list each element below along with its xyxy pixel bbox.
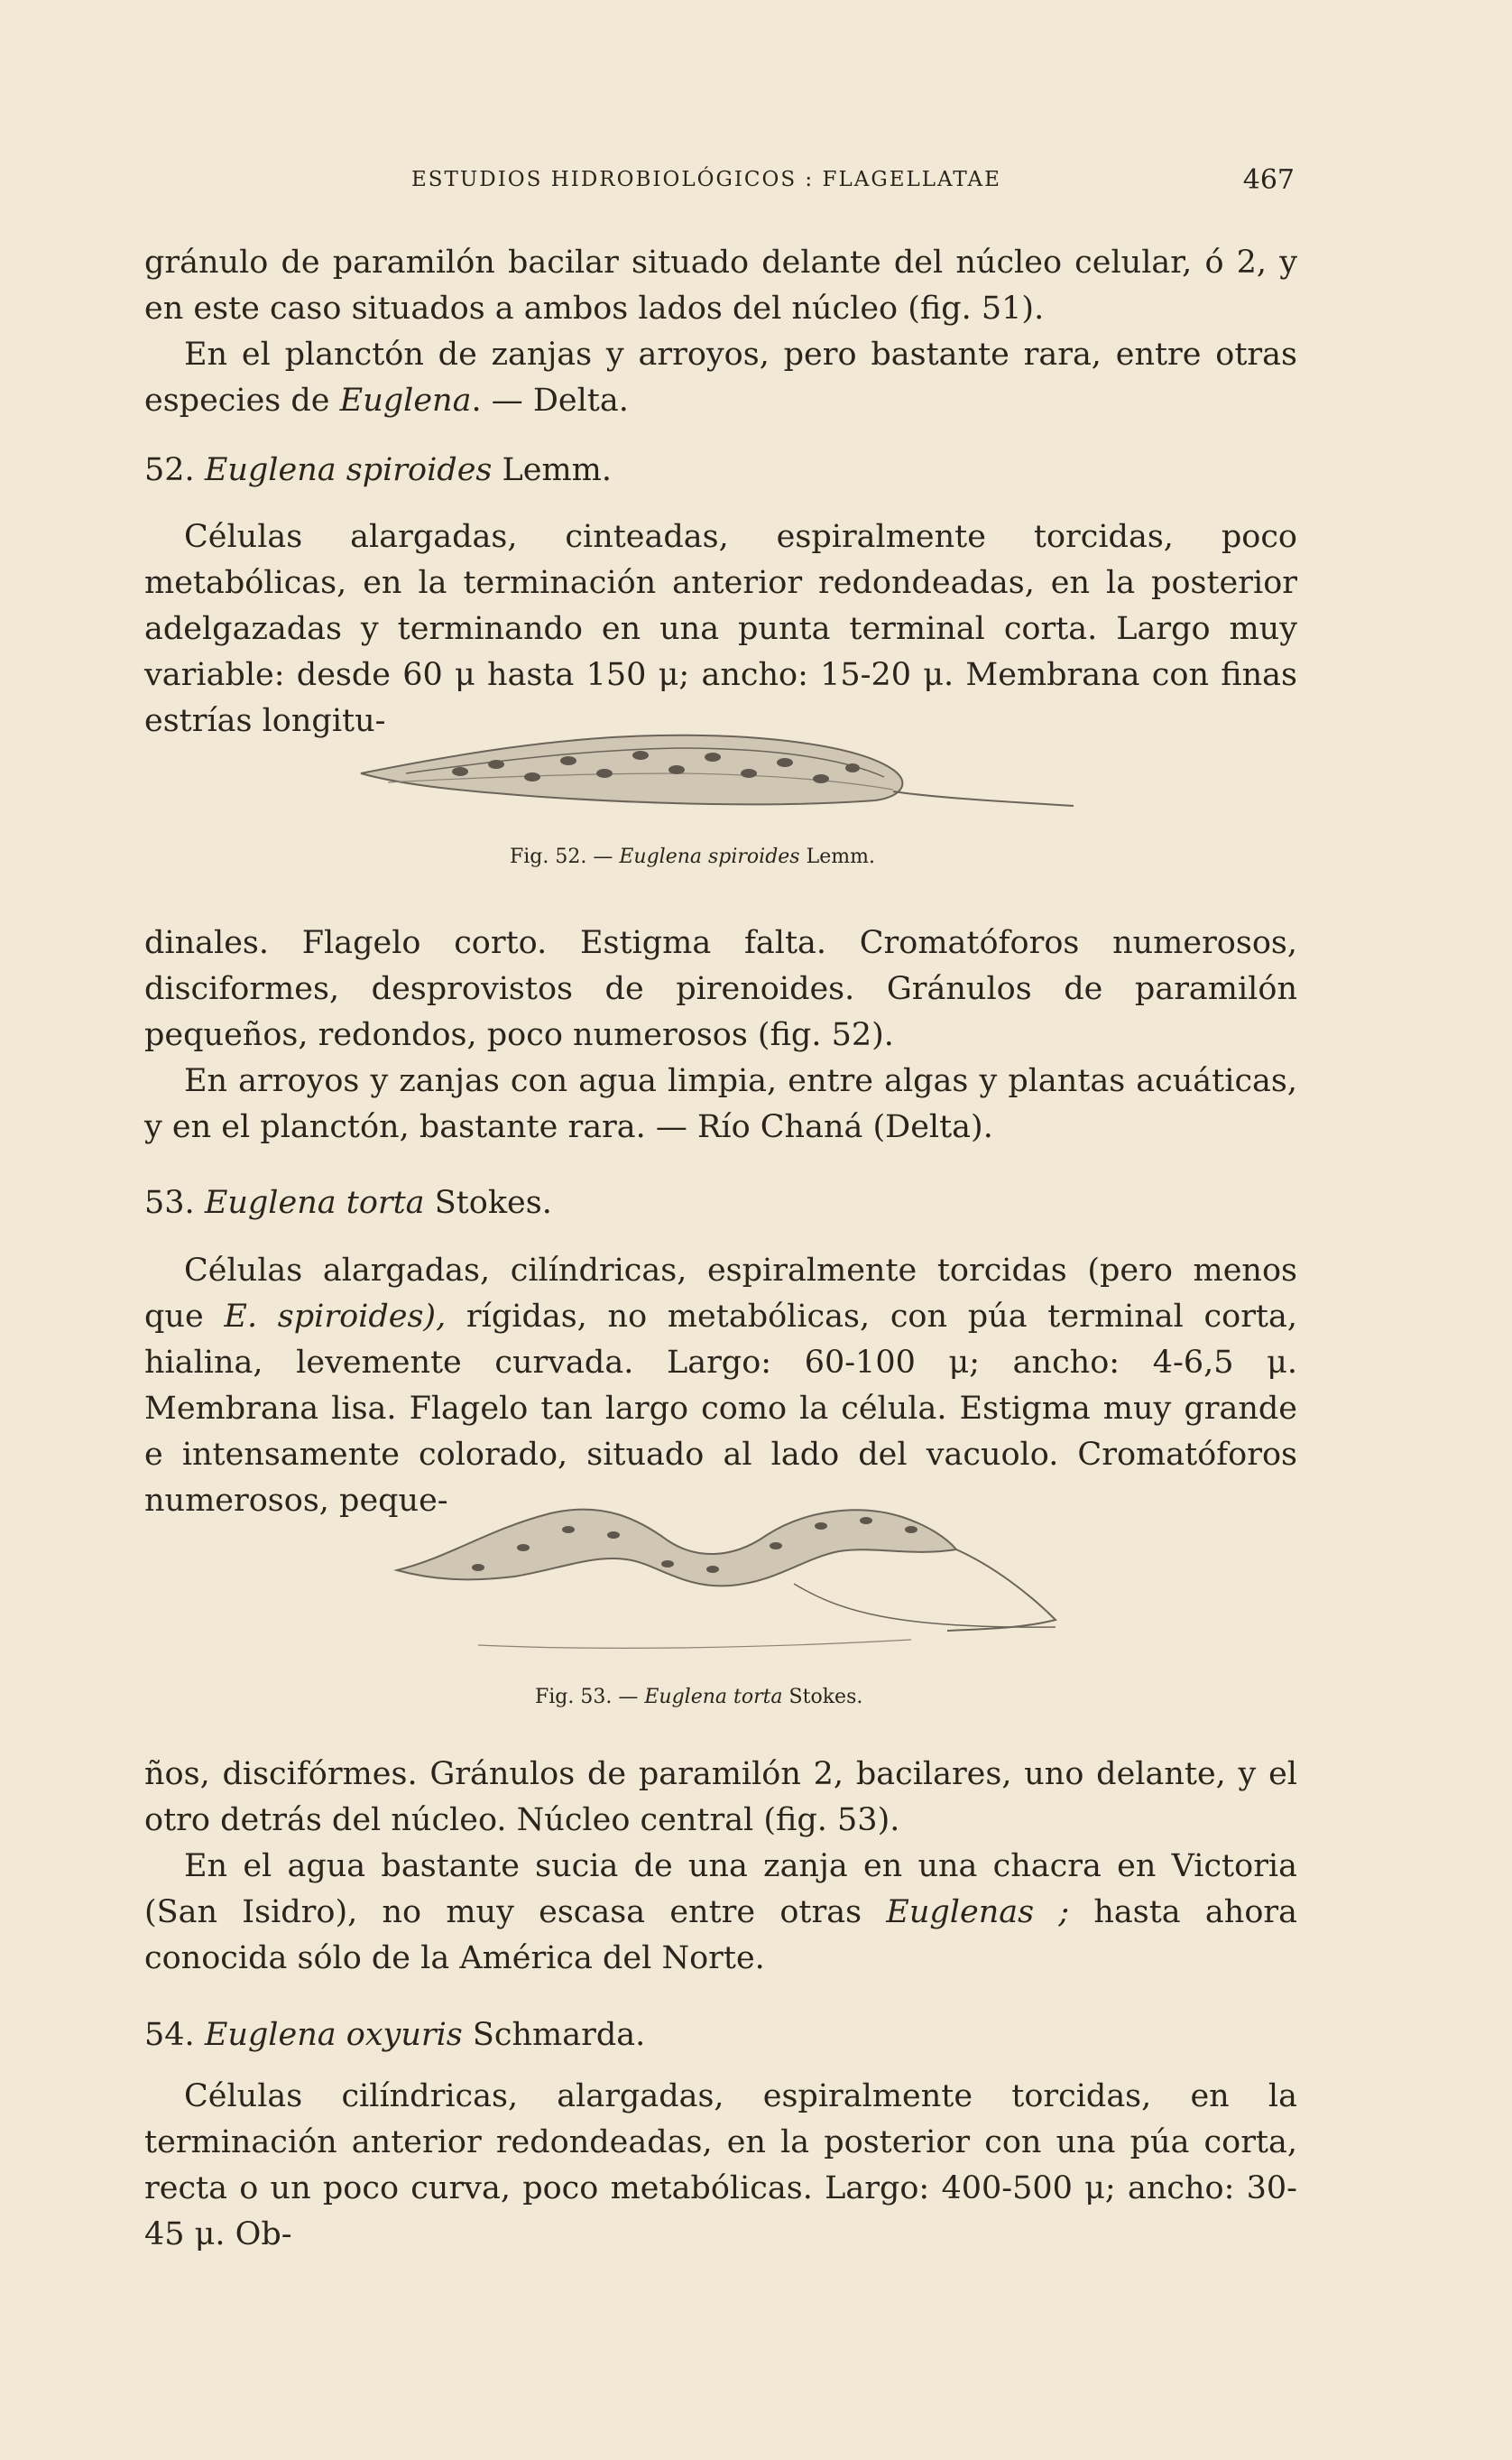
running-title: ESTUDIOS HIDROBIOLÓGICOS : FLAGELLATAE [411,168,1001,191]
paragraph-description-53-cont: ños, discifórmes. Gránulos de paramilón 2, bacilares, uno delante, y el otro detrás del núcleo. Núcleo central (fig. 53). [144,1756,1297,1838]
paragraph-continuation: gránulo de paramilón bacilar situado delante del núcleo celular, ó 2, y en este caso situados a ambos lados del núcleo (fig. 51). [144,245,1297,327]
page-header [144,164,1295,204]
genus-plural: Euglenas ; [886,1894,1070,1930]
figure-53-caption: Fig. 53. — Euglena torta Stokes. [535,1686,863,1708]
genus-name: Euglena [339,383,472,419]
species-heading-54: 54. Euglena oxyuris Schmarda. [144,2017,646,2053]
page-number: 467 [1242,164,1295,196]
figure-52-caption: Fig. 52. — Euglena spiroides Lemm. [510,846,875,868]
species-heading-53: 53. Euglena torta Stokes. [144,1185,552,1221]
paragraph-description-54: Células cilíndricas, alargadas, espiralmente torcidas, en la terminación anterior redondeadas, en la posterior con una púa corta, recta o un poco curva, poco metabólicas. Largo: 400-500 μ; ancho: 30-45 μ. Ob- [144,2078,1297,2252]
paragraph-habitat-53: En el agua bastante sucia de una zanja en una chacra en Victoria (San Isidro), no muy escasa entre otras Euglenas ; hasta ahora conocida sólo de la América del Norte. [144,1848,1297,1976]
species-heading-52: 52. Euglena spiroides Lemm. [144,452,612,488]
paragraph-habitat-51: En el planctón de zanjas y arroyos, pero bastante rara, entre otras especies de Euglena. — Delta. [144,337,1297,419]
figure-52-illustration [352,717,1083,839]
paragraph-description-52-cont: dinales. Flagelo corto. Estigma falta. Cromatóforos numerosos, disciformes, desprovistos de pirenoides. Gránulos de paramilón pequeños, redondos, poco numerosos (fig. 52). [144,925,1297,1053]
paragraph-habitat-52: En arroyos y zanjas con agua limpia, entre algas y plantas acuáticas, y en el planctón, bastante rara. — Río Chaná (Delta). [144,1063,1297,1145]
paragraph-description-53: Células alargadas, cilíndricas, espiralmente torcidas (pero menos que E. spiroides), rígidas, no metabólicas, con púa terminal corta, hialina, levemente curvada. Largo: 60-100 μ; ancho: 4-6,5 μ. Membrana lisa. Flagelo tan largo como la célula. Estigma muy grande e intensamente colorado, situado al lado del vacuolo. Cromatóforos numerosos, peque- [144,1253,1297,1519]
paragraph-description-52: Células alargadas, cinteadas, espiralmente torcidas, poco metabólicas, en la terminación anterior redondeadas, en la posterior adelgazadas y terminando en una punta terminal corta. Largo muy variable: desde 60 μ hasta 150 μ; ancho: 15-20 μ. Membrana con finas estrías longitu- [144,519,1297,739]
figure-53-illustration [370,1494,1083,1665]
species-reference: E. spiroides), [224,1299,447,1335]
